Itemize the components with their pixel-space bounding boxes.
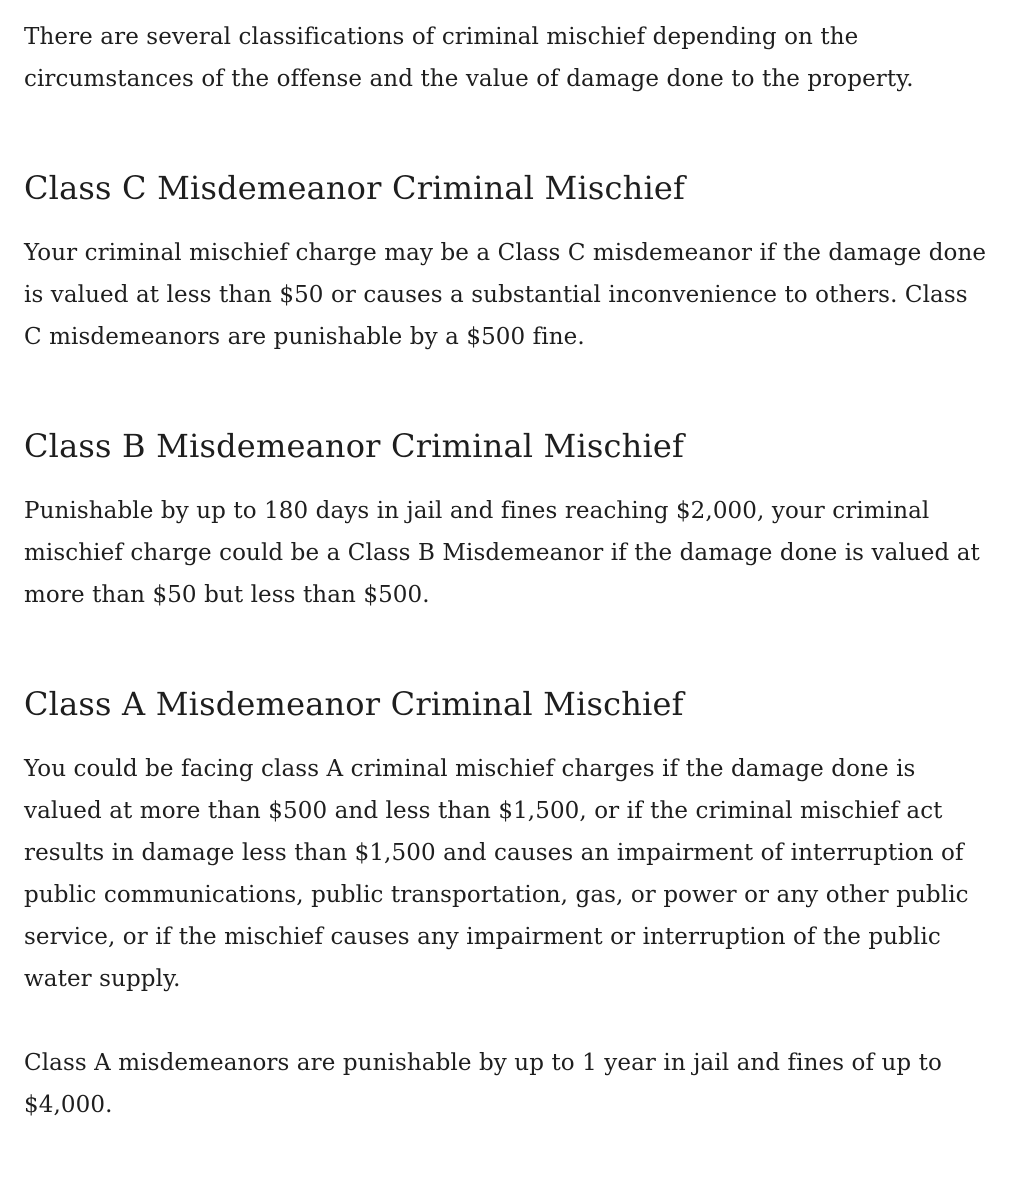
intro-paragraph: There are several classifications of criminal mischief depending on the circumstances of the offense and the value of damage done to the property.: [24, 24, 914, 92]
section-paragraph-class-a-2: Class A misdemeanors are punishable by up to 1 year in jail and fines of up to $4,000.: [24, 1050, 942, 1118]
section-paragraph-class-a-1: You could be facing class A criminal mischief charges if the damage done is valued at more than $500 and less than $1,500, or if the criminal mischief act results in damage less than $1,500 and causes an impairment of interruption of public communications, public transportation, gas, or power or any other public service, or if the mischief causes any impairment or interruption of the public water supply.: [24, 756, 969, 992]
section-paragraph-class-b: Punishable by up to 180 days in jail and fines reaching $2,000, your criminal mischief charge could be a Class B Misdemeanor if the damage done is valued at more than $50 but less than $500.: [24, 498, 980, 608]
section-heading-class-c: Class C Misdemeanor Criminal Mischief: [24, 169, 686, 207]
section-heading-class-a: Class A Misdemeanor Criminal Mischief: [24, 685, 684, 723]
section-heading-class-b: Class B Misdemeanor Criminal Mischief: [24, 427, 685, 465]
section-paragraph-class-c: Your criminal mischief charge may be a Class C misdemeanor if the damage done is valued at less than $50 or causes a substantial inconvenience to others. Class C misdemeanors are punishable by a $500 fine.: [24, 240, 987, 350]
